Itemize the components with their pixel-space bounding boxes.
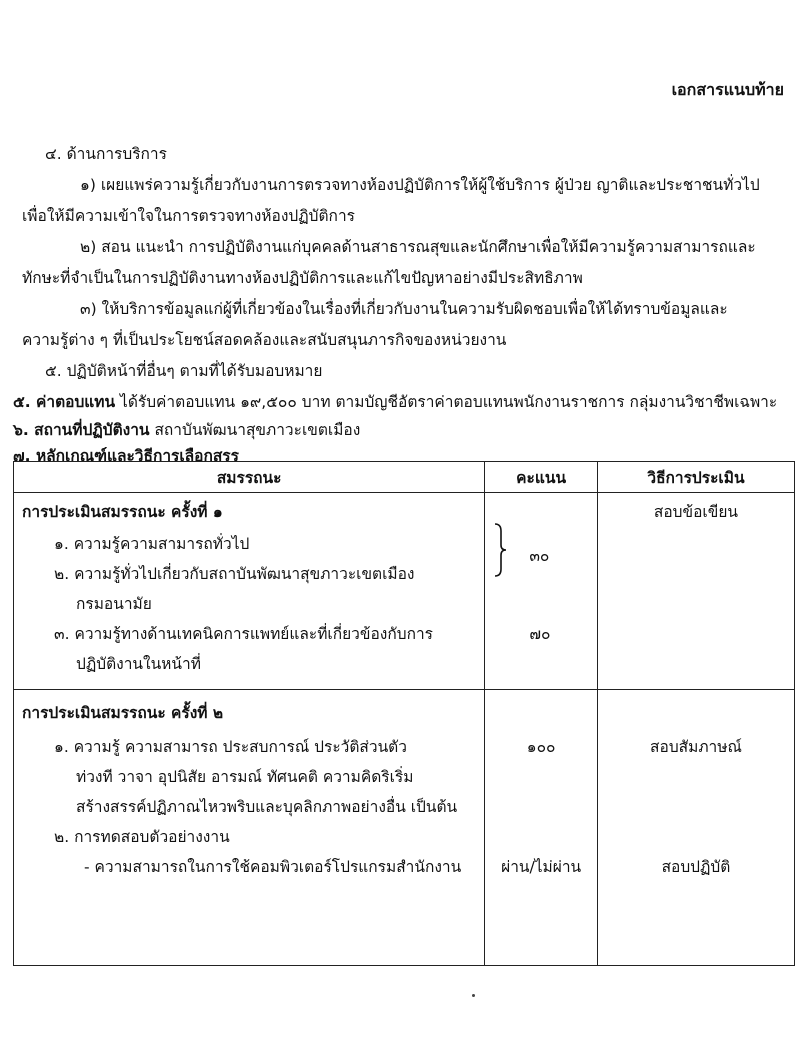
compensation-label: ๕. ค่าตอบแทน <box>13 393 116 411</box>
service-item-1-line-1: ๑) เผยแพร่ความรู้เกี่ยวกับงานการตรวจทางห้องปฏิบัติการให้ผู้ใช้บริการ ผู้ป่วย ญาติและประชาชนทั่วไป <box>80 176 760 194</box>
scan-speck <box>472 994 475 997</box>
round-1-item-1: ๑. ความรู้ความสามารถทั่วไป <box>54 535 250 553</box>
service-item-2-line-1: ๒) สอน แนะนำ การปฏิบัติงานแก่บุคคลด้านสาธารณสุขและนักศึกษาเพื่อให้มีความรู้ความสามารถและ <box>80 238 756 256</box>
round-1-score-items-1-2: ๓๐ <box>529 547 550 565</box>
round-2-title: การประเมินสมรรถนะ ครั้งที่ ๒ <box>22 704 224 722</box>
round-1-method: สอบข้อเขียน <box>653 503 738 521</box>
round-2-item-2: ๒. การทดสอบตัวอย่างงาน <box>54 828 230 846</box>
section-4-heading: ๔. ด้านการบริการ <box>45 145 167 163</box>
compensation-line <box>13 389 777 414</box>
workplace-line <box>13 417 360 442</box>
round-2-method-2: สอบปฏิบัติ <box>661 858 731 876</box>
round-2-score-1: ๑๐๐ <box>526 738 556 756</box>
round-2-competency-cell <box>14 690 485 966</box>
brace-icon <box>493 523 507 577</box>
document-attachment-label: เอกสารแนบท้าย <box>671 80 784 99</box>
header-competency: สมรรถนะ <box>14 462 485 493</box>
service-item-3-line-1: ๓) ให้บริการข้อมูลแก่ผู้ที่เกี่ยวข้องในเรื่องที่เกี่ยวกับงานในความรับผิดชอบเพื่อให้ได้ทราบข้อมูลและ <box>80 300 728 318</box>
evaluation-table <box>13 461 795 966</box>
round-2-item-1-line-2: ท่วงที วาจา อุปนิสัย อารมณ์ ทัศนคติ ความคิดริเริ่ม <box>76 768 414 786</box>
section-7-heading: ๗. หลักเกณฑ์และวิธีการเลือกสรร <box>13 447 239 465</box>
round-1-title: การประเมินสมรรถนะ ครั้งที่ ๑ <box>22 503 223 521</box>
round-2-method-1: สอบสัมภาษณ์ <box>650 738 742 756</box>
table-row <box>14 493 795 690</box>
round-1-item-3-line-2: ปฏิบัติงานในหน้าที่ <box>76 655 201 673</box>
round-2-item-1-line-3: สร้างสรรค์ปฏิภาณไหวพริบและบุคลิกภาพอย่างอื่น เป็นต้น <box>76 798 458 816</box>
table-header-row <box>14 462 795 493</box>
service-item-1-line-2: เพื่อให้มีความเข้าใจในการตรวจทางห้องปฏิบัติการ <box>22 207 355 225</box>
round-2-item-2-sub: - ความสามารถในการใช้คอมพิวเตอร์โปรแกรมสำนักงาน <box>84 858 462 876</box>
round-2-score-2: ผ่าน/ไม่ผ่าน <box>501 858 582 876</box>
round-1-item-2-line-1: ๒. ความรู้ทั่วไปเกี่ยวกับสถาบันพัฒนาสุขภาวะเขตเมือง <box>54 565 415 583</box>
round-2-item-1-line-1: ๑. ความรู้ ความสามารถ ประสบการณ์ ประวัติส่วนตัว <box>54 738 407 756</box>
service-item-3-line-2: ความรู้ต่าง ๆ ที่เป็นประโยชน์สอดคล้องและสนับสนุนภารกิจของหน่วยงาน <box>22 331 507 349</box>
round-2-score-cell <box>485 690 598 966</box>
header-method: วิธีการประเมิน <box>597 462 794 493</box>
workplace-text: สถาบันพัฒนาสุขภาวะเขตเมือง <box>149 421 361 439</box>
workplace-label: ๖. สถานที่ปฏิบัติงาน <box>13 421 150 439</box>
compensation-text: ได้รับค่าตอบแทน ๑๙,๕๐๐ บาท ตามบัญชีอัตราค่าตอบแทนพนักงานราชการ กลุ่มงานวิชาชีพเฉพาะ <box>115 393 778 411</box>
round-1-score-cell <box>485 493 598 690</box>
header-score: คะแนน <box>485 462 598 493</box>
table-row <box>14 690 795 966</box>
round-1-competency-cell <box>14 493 485 690</box>
section-5-duty: ๕. ปฏิบัติหน้าที่อื่นๆ ตามที่ได้รับมอบหมาย <box>45 362 323 380</box>
round-1-item-2-line-2: กรมอนามัย <box>76 595 152 613</box>
round-1-method-cell <box>597 493 794 690</box>
round-1-item-3-line-1: ๓. ความรู้ทางด้านเทคนิคการแพทย์และที่เกี่ยวข้องกับการ <box>54 625 434 643</box>
round-1-score-item-3: ๗๐ <box>529 625 551 643</box>
service-item-2-line-2: ทักษะที่จำเป็นในการปฏิบัติงานทางห้องปฏิบัติการและแก้ไขปัญหาอย่างมีประสิทธิภาพ <box>22 269 583 287</box>
round-2-method-cell <box>597 690 794 966</box>
